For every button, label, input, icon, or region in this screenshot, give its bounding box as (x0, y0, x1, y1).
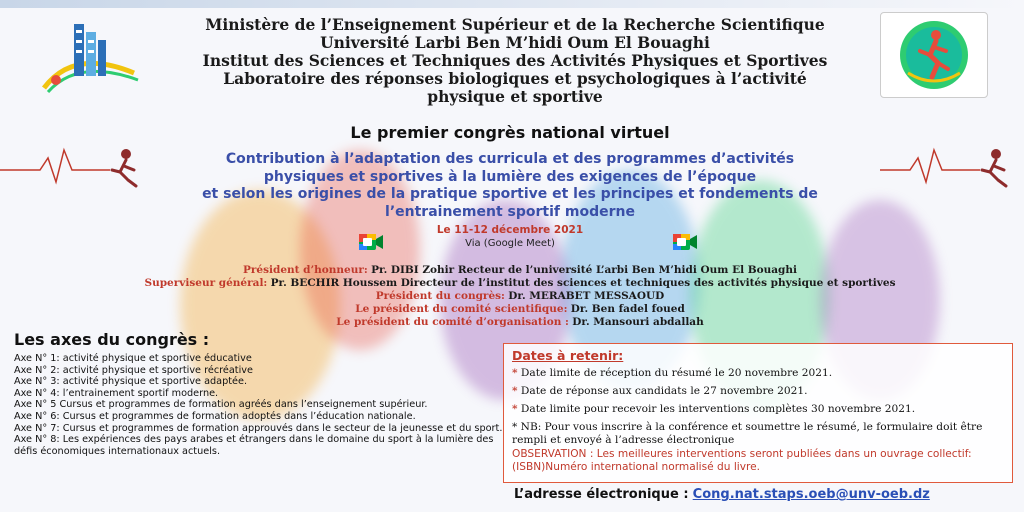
axes-title: Les axes du congrès : (14, 330, 210, 349)
congress-date: Le 11-12 décembre 2021 (436, 224, 584, 236)
axis-item: Axe N° 4: l’entrainement sportif moderne. (14, 387, 219, 399)
key-date-text: Date de réponse aux candidats le 27 novembre 2021. (520, 385, 808, 397)
key-date-text: Date limite pour recevoir les interventions complètes 30 novembre 2021. (520, 403, 916, 415)
institute-line: Institut des Sciences et Techniques des Activités Physiques et Sportives (202, 51, 828, 70)
congress-theme (130, 151, 890, 221)
official-name: Dr. Ben fadel foued (570, 303, 685, 315)
axis-item: Axe N° 2: activité physique et sportive récréative (14, 364, 253, 376)
official-name: Pr. BECHIR Houssem Directeur de l’institut des sciences et techniques des activités physique et sportives (270, 277, 896, 289)
official-row (80, 303, 960, 316)
congress-platform: Via (Google Meet) (465, 238, 555, 249)
official-role: Président d’honneur: (242, 264, 368, 276)
key-date-item (512, 403, 1004, 416)
ministry-line: Ministère de l’Enseignement Supérieur et de la Recherche Scientifique (205, 15, 825, 34)
official-role: Superviseur général: (144, 277, 268, 289)
key-dates-box (503, 343, 1013, 483)
official-role: Le président du comité d’organisation : (336, 316, 569, 328)
runner-logo-icon (886, 17, 982, 93)
heartbeat-runner-icon (0, 140, 150, 190)
asterisk-icon: * (512, 403, 518, 415)
key-dates-title: Dates à retenir: (512, 348, 624, 363)
official-row (80, 316, 960, 329)
lab-logo (880, 12, 988, 98)
email-label: L’adresse électronique : (514, 487, 689, 502)
asterisk-icon: * (512, 421, 518, 433)
congress-title: Le premier congrès national virtuel (350, 123, 670, 142)
theme-line: physiques et sportives à la lumière des exigences de l’époque (263, 168, 757, 185)
key-date-text: Date limite de réception du résumé le 20 novembre 2021. (520, 367, 833, 379)
axis-item: Axe N° 3: activité physique et sportive adaptée. (14, 376, 248, 388)
registration-note (512, 421, 1004, 447)
laboratory-line: Laboratoire des réponses biologiques et psychologiques à l’activité (223, 69, 807, 88)
university-line: Université Larbi Ben M’hidi Oum El Bouaghi (320, 33, 710, 52)
official-row (80, 277, 960, 290)
axes-list (14, 353, 504, 457)
laboratory-line-2: physique et sportive (427, 87, 603, 106)
key-date-item (512, 385, 1004, 398)
theme-line: l’entrainement sportif moderne (385, 203, 635, 220)
google-meet-icon (672, 232, 698, 252)
theme-line: Contribution à l’adaptation des curricula et des programmes d’activités (225, 151, 795, 167)
heartbeat-runner-icon (880, 140, 1024, 190)
official-name: Dr. Mansouri abdallah (572, 316, 704, 328)
google-meet-icon (358, 232, 384, 252)
officials-list (80, 264, 960, 329)
asterisk-icon: * (512, 385, 518, 397)
registration-note-text: NB: Pour vous inscrire à la conférence et soumettre le résumé, le formulaire doit être rempli et envoyé à l’adresse électronique (512, 421, 983, 446)
asterisk-icon: * (512, 367, 518, 379)
publication-observation: OBSERVATION : Les meilleures interventions seront publiées dans un ouvrage collectif: (ISBN)Numéro international normalisé du livre. (512, 448, 972, 473)
top-band (0, 0, 1024, 8)
email-link[interactable]: Cong.nat.staps.oeb@unv-oeb.dz (692, 487, 930, 502)
axis-item: Axe N° 8: Les expériences des pays arabes et étrangers dans le domaine du sport à la lumière des défis économiques internationaux actuels. (14, 434, 494, 457)
official-role: Le président du comité scientifique: (355, 303, 568, 315)
official-role: Président du congrès: (375, 290, 505, 302)
axis-item: Axe N° 7: Cursus et programmes de formation approuvés dans le secteur de la jeunesse et du sport. (14, 422, 503, 434)
theme-line: et selon les origines de la pratique sportive et les principes et fondements de (202, 186, 818, 202)
axis-item: Axe N° 6: Cursus et programmes de formation adoptés dans l’éducation nationale. (14, 410, 416, 422)
contact-line (514, 487, 1014, 502)
axis-item: Axe N° 5 Cursus et programmes de formation agréés dans l’enseignement supérieur. (14, 399, 428, 411)
institution-header (165, 16, 865, 106)
university-logo (34, 18, 152, 98)
axis-item: Axe N° 1: activité physique et sportive éducative (14, 353, 252, 364)
official-name: Dr. MERABET MESSAOUD (508, 290, 665, 302)
official-row (80, 290, 960, 303)
official-name: Pr. DIBI Zohir Recteur de l’université L’arbi Ben M’hidi Oum El Bouaghi (371, 264, 798, 276)
official-row (80, 264, 960, 277)
key-date-item (512, 367, 1004, 380)
